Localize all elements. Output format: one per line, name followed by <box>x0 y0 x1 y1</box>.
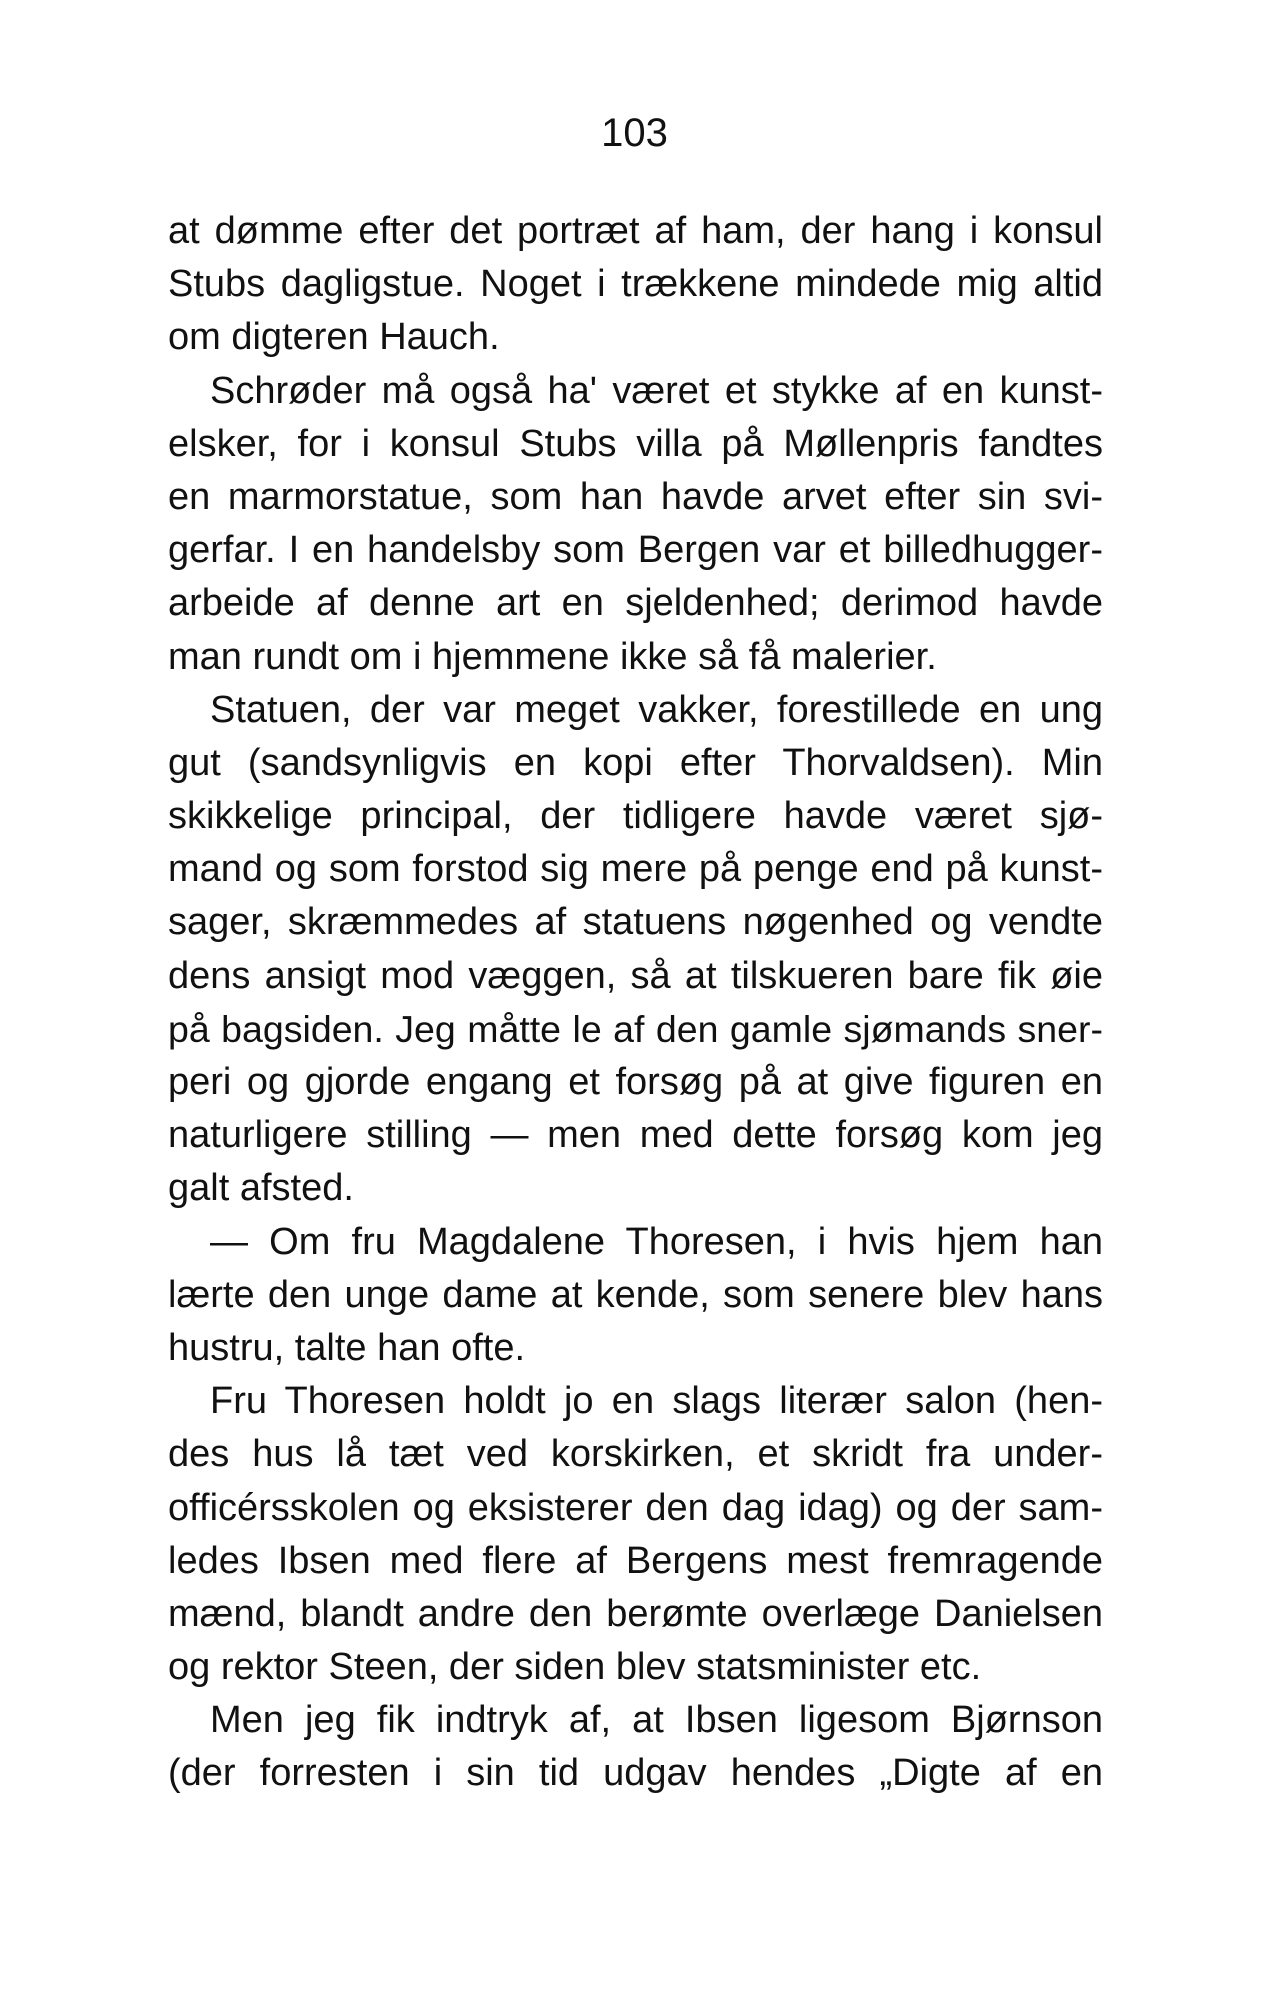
text-line: Fru Thoresen holdt jo en slags literær salon (hen- <box>210 1380 1103 1423</box>
text-line: dens ansigt mod væggen, så at tilskueren bare fik øie <box>168 954 1103 997</box>
page-number: 103 <box>601 111 668 155</box>
text-line: (der forresten i sin tid udgav hendes „Digte af en <box>168 1752 1103 1795</box>
text-line: man rundt om i hjemmene ikke så få malerier. <box>168 635 937 678</box>
text-line: arbeide af denne art en sjeldenhed; derimod havde <box>168 582 1103 625</box>
text-line: sager, skræmmedes af statuens nøgenhed og vendte <box>168 901 1103 944</box>
text-line: Stubs dagligstue. Noget i trækkene mindede mig altid <box>168 263 1103 306</box>
text-line: elsker, for i konsul Stubs villa på Møllenpris fandtes <box>168 422 1103 465</box>
text-line: Men jeg fik indtryk af, at Ibsen ligesom Bjørnson <box>210 1699 1103 1742</box>
text-line: naturligere stilling — men med dette forsøg kom jeg <box>168 1114 1103 1157</box>
text-line: Statuen, der var meget vakker, forestillede en ung <box>210 688 1103 731</box>
body-text <box>168 205 1103 1801</box>
text-line: galt afsted. <box>168 1167 354 1210</box>
text-line: Schrøder må også ha' været et stykke af en kunst- <box>210 369 1103 412</box>
text-line: peri og gjorde engang et forsøg på at give figuren en <box>168 1061 1103 1103</box>
text-line: skikkelige principal, der tidligere havde været sjø- <box>168 795 1103 838</box>
text-line: på bagsiden. Jeg måtte le af den gamle sjømands sner- <box>168 1007 1103 1050</box>
text-line: officérsskolen og eksisterer den dag idag) og der sam- <box>168 1486 1103 1529</box>
text-line: og rektor Steen, der siden blev statsminister etc. <box>168 1646 982 1689</box>
text-line: mænd, blandt andre den berømte overlæge Danielsen <box>168 1592 1103 1635</box>
text-line: om digteren Hauch. <box>168 316 500 359</box>
text-line: at dømme efter det portræt af ham, der hang i konsul <box>168 210 1103 252</box>
text-line: gut (sandsynligvis en kopi efter Thorvaldsen). Min <box>168 741 1103 784</box>
text-line: gerfar. I en handelsby som Bergen var et billedhugger- <box>168 529 1103 572</box>
text-line: mand og som forstod sig mere på penge end på kunst- <box>168 848 1103 891</box>
text-line: des hus lå tæt ved korskirken, et skridt fra under- <box>168 1433 1103 1476</box>
text-line: ledes Ibsen med flere af Bergens mest fremragende <box>168 1539 1103 1582</box>
text-line: en marmorstatue, som han havde arvet efter sin svi- <box>168 475 1103 518</box>
text-line: hustru, talte han ofte. <box>168 1326 526 1369</box>
text-line: — Om fru Magdalene Thoresen, i hvis hjem han <box>210 1220 1103 1263</box>
text-line: lærte den unge dame at kende, som senere blev hans <box>168 1273 1103 1316</box>
